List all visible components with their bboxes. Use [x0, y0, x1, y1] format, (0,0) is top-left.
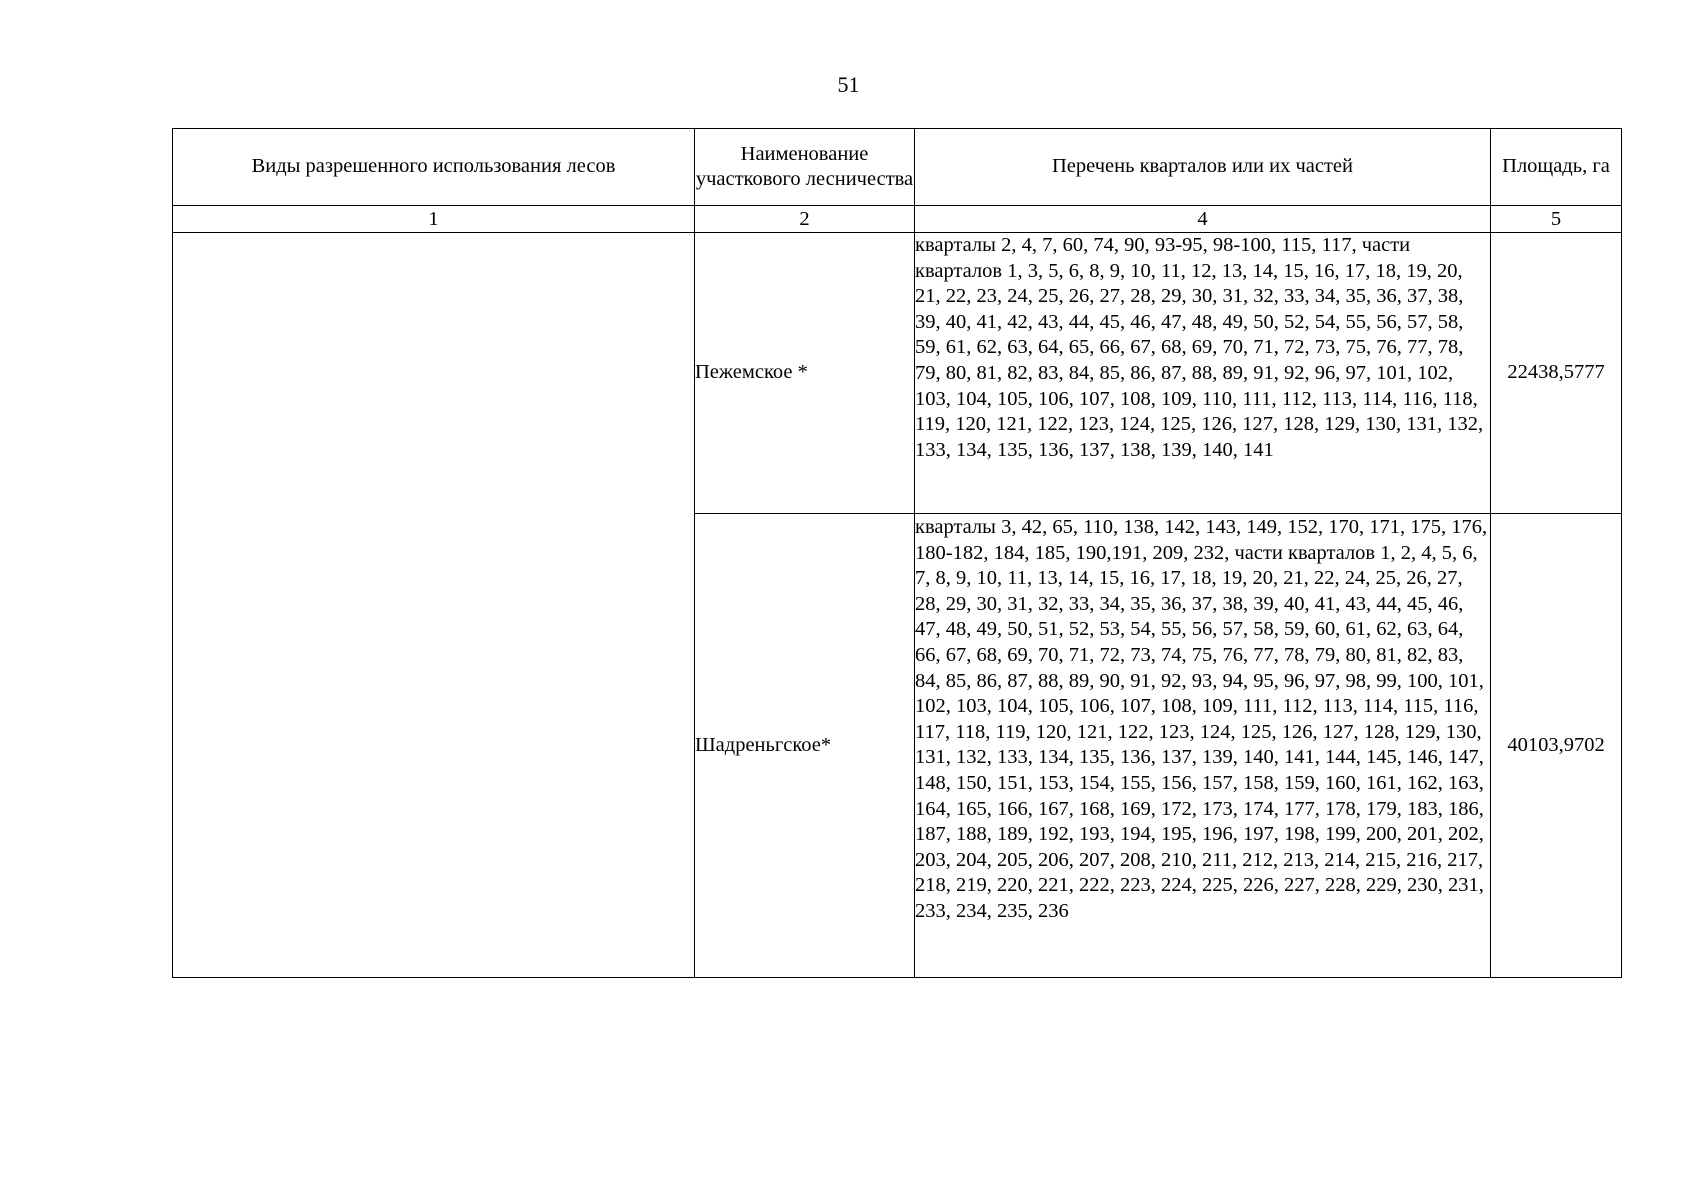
forestry-name-cell: Шадреньгское*	[695, 514, 915, 978]
area-cell: 40103,9702	[1491, 514, 1622, 978]
header-forestry-name: Наименование участкового лесничества	[695, 129, 915, 206]
header-row	[173, 129, 1622, 206]
column-number: 2	[695, 206, 915, 233]
forestry-name-cell: Пежемское *	[695, 233, 915, 514]
quarters-list-cell: кварталы 3, 42, 65, 110, 138, 142, 143, 149, 152, 170, 171, 175, 176, 180-182, 184, 185, 190,191, 209, 232, части кварталов 1, 2, 4, 5, 6, 7, 8, 9, 10, 11, 13, 14, 15, 16, 17, 18, 19, 20, 21, 22, 24, 25, 26, 27, 28, 29, 30, 31, 32, 33, 34, 35, 36, 37, 38, 39, 40, 41, 43, 44, 45, 46, 47, 48, 49, 50, 51, 52, 53, 54, 55, 56, 57, 58, 59, 60, 61, 62, 63, 64, 66, 67, 68, 69, 70, 71, 72, 73, 74, 75, 76, 77, 78, 79, 80, 81, 82, 83, 84, 85, 86, 87, 88, 89, 90, 91, 92, 93, 94, 95, 96, 97, 98, 99, 100, 101, 102, 103, 104, 105, 106, 107, 108, 109, 111, 112, 113, 114, 115, 116, 117, 118, 119, 120, 121, 122, 123, 124, 125, 126, 127, 128, 129, 130, 131, 132, 133, 134, 135, 136, 137, 139, 140, 141, 144, 145, 146, 147, 148, 150, 151, 153, 154, 155, 156, 157, 158, 159, 160, 161, 162, 163, 164, 165, 166, 167, 168, 169, 172, 173, 174, 177, 178, 179, 183, 186, 187, 188, 189, 192, 193, 194, 195, 196, 197, 198, 199, 200, 201, 202, 203, 204, 205, 206, 207, 208, 210, 211, 212, 213, 214, 215, 216, 217, 218, 219, 220, 221, 222, 223, 224, 225, 226, 227, 228, 229, 230, 231, 233, 234, 235, 236	[915, 514, 1491, 978]
header-quarters-list: Перечень кварталов или их частей	[915, 129, 1491, 206]
page-number: 51	[837, 72, 860, 97]
column-number: 1	[173, 206, 695, 233]
area-cell: 22438,5777	[1491, 233, 1622, 514]
column-number-row	[173, 206, 1622, 233]
header-area: Площадь, га	[1491, 129, 1622, 206]
header-forest-use-kinds: Виды разрешенного использования лесов	[173, 129, 695, 206]
table-row	[173, 233, 1622, 514]
column-number: 5	[1491, 206, 1622, 233]
quarters-list-cell: кварталы 2, 4, 7, 60, 74, 90, 93-95, 98-100, 115, 117, части кварталов 1, 3, 5, 6, 8, 9, 10, 11, 12, 13, 14, 15, 16, 17, 18, 19, 20, 21, 22, 23, 24, 25, 26, 27, 28, 29, 30, 31, 32, 33, 34, 35, 36, 37, 38, 39, 40, 41, 42, 43, 44, 45, 46, 47, 48, 49, 50, 52, 54, 55, 56, 57, 58, 59, 61, 62, 63, 64, 65, 66, 67, 68, 69, 70, 71, 72, 73, 75, 76, 77, 78, 79, 80, 81, 82, 83, 84, 85, 86, 87, 88, 89, 91, 92, 96, 97, 101, 102, 103, 104, 105, 106, 107, 108, 109, 110, 111, 112, 113, 114, 116, 118, 119, 120, 121, 122, 123, 124, 125, 126, 127, 128, 129, 130, 131, 132, 133, 134, 135, 136, 137, 138, 139, 140, 141	[915, 233, 1491, 514]
forest-use-table	[172, 128, 1622, 978]
forest-use-kind-cell	[173, 233, 695, 978]
column-number: 4	[915, 206, 1491, 233]
